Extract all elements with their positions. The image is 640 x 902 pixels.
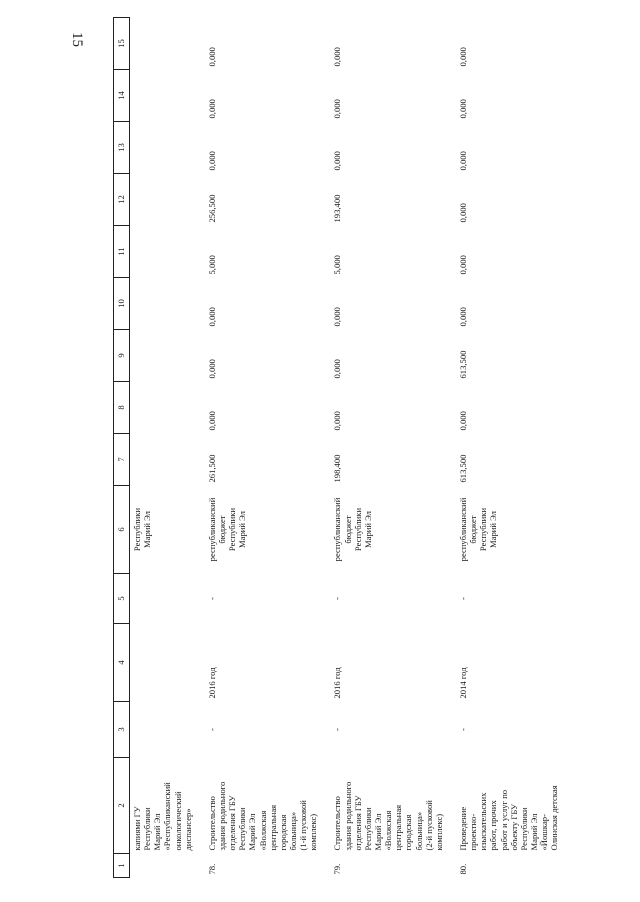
row-number: 78. [206, 863, 217, 875]
cell-value: 0,000 [457, 151, 468, 171]
cell-col3: - [206, 728, 217, 731]
column-header: 12 [114, 174, 130, 226]
cell-value: 0,000 [206, 359, 217, 379]
table-row [448, 18, 563, 878]
table-row [130, 18, 197, 878]
cell-col5: - [457, 597, 468, 600]
object-name: капиями ГУ Республики Марий Эл «Республиканский онкологический диспансер» [132, 782, 193, 851]
cell-value [130, 226, 197, 278]
cell-value: 0,000 [332, 99, 343, 119]
cell-col3: - [457, 728, 468, 731]
cell-value: 0,000 [206, 307, 217, 327]
object-name: Проведение проектно- изыскательских работ, прочих работ и услуг по объекту ГБУ Республики Марий Эл «Йошкар- Олинская детская [457, 785, 560, 851]
cell-year: 2016 год [206, 667, 217, 699]
table-row [322, 18, 448, 878]
cell-value: 0,000 [457, 255, 468, 275]
column-header: 11 [114, 226, 130, 278]
cell-col3 [130, 702, 197, 758]
cell-total [130, 434, 197, 486]
cell-value: 0,000 [457, 99, 468, 119]
cell-col5: - [206, 597, 217, 600]
cell-col5 [130, 574, 197, 624]
column-header: 14 [114, 70, 130, 122]
page-number: 15 [69, 32, 85, 47]
cell-value: 193,400 [332, 194, 343, 223]
cell-value [130, 174, 197, 226]
cell-value [130, 18, 197, 70]
cell-value: 0,000 [332, 307, 343, 327]
column-header: 10 [114, 278, 130, 330]
funding-source: республиканский бюджет Республики Марий Эл [457, 497, 499, 562]
cell-value: 256,500 [206, 194, 217, 223]
cell-value: 0,000 [457, 47, 468, 67]
cell-value: 0,000 [457, 203, 468, 223]
cell-value: 0,000 [332, 411, 343, 431]
cell-value [130, 122, 197, 174]
column-header: 3 [114, 702, 130, 758]
column-header: 1 [114, 854, 130, 878]
cell-value [130, 70, 197, 122]
column-header: 15 [114, 18, 130, 70]
cell-col5: - [332, 597, 343, 600]
cell-value: 5,000 [206, 255, 217, 275]
cell-value: 0,000 [206, 47, 217, 67]
object-name: Строительство здания родильного отделения ГБУ Республики Марий Эл «Волжская центральная городская больница» (2-й пусковой комплекс) [332, 781, 444, 851]
cell-value: 613,500 [457, 350, 468, 379]
cell-value [130, 330, 197, 382]
cell-total: 261,500 [206, 454, 217, 483]
column-header: 13 [114, 122, 130, 174]
column-header: 8 [114, 382, 130, 434]
cell-value: 0,000 [206, 99, 217, 119]
cell-value: 0,000 [332, 151, 343, 171]
cell-year [130, 624, 197, 702]
column-number-header [114, 18, 130, 878]
rotated-table-container [113, 18, 633, 878]
cell-year: 2014 год [457, 667, 468, 699]
column-header: 4 [114, 624, 130, 702]
cell-value [130, 278, 197, 330]
cell-col3: - [332, 728, 343, 731]
budget-table [113, 17, 563, 878]
funding-source: республиканский бюджет Республики Марий Эл [332, 497, 373, 562]
row-number: 80. [457, 863, 468, 875]
cell-year: 2016 год [332, 667, 343, 699]
cell-total: 613,500 [457, 454, 468, 483]
column-header: 2 [114, 758, 130, 854]
object-name: Строительство здания родильного отделения ГБУ Республики Марий Эл «Волжская центральная городская больница» (1-й пусковой комплекс) [206, 781, 319, 851]
cell-value: 0,000 [332, 47, 343, 67]
column-header: 9 [114, 330, 130, 382]
column-header: 5 [114, 574, 130, 624]
cell-value: 0,000 [457, 411, 468, 431]
table-row [197, 18, 323, 878]
cell-value: 0,000 [332, 359, 343, 379]
cell-value: 5,000 [332, 255, 343, 275]
column-header: 7 [114, 434, 130, 486]
cell-value: 0,000 [457, 307, 468, 327]
funding-source: республиканский бюджет Республики Марий Эл [206, 497, 248, 562]
cell-value: 0,000 [206, 411, 217, 431]
row-number: 79. [332, 863, 343, 875]
cell-value: 0,000 [206, 151, 217, 171]
funding-source: Республики Марий Эл [132, 507, 153, 552]
row-number [130, 854, 197, 878]
cell-total: 198,400 [332, 454, 343, 483]
cell-value [130, 382, 197, 434]
column-header: 6 [114, 486, 130, 574]
